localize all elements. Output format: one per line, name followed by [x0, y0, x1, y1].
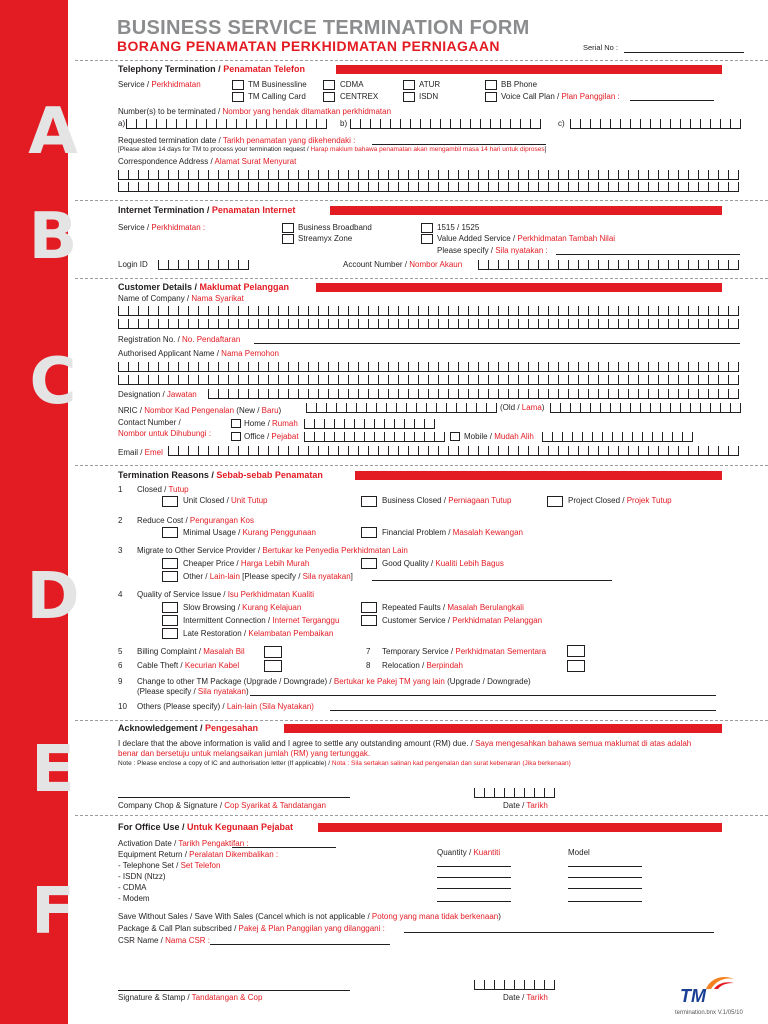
tm-calling-card-checkbox[interactable]	[232, 92, 244, 102]
others-field[interactable]	[330, 710, 716, 711]
tm-logo	[676, 975, 738, 1005]
section-bar	[355, 471, 722, 480]
designation-label: Designation / Jawatan	[118, 390, 197, 399]
date-label: Date / Tarikh	[503, 993, 548, 1002]
section-d-heading: Termination Reasons / Sebab-sebab Penamatan	[118, 470, 323, 480]
activation-date-field[interactable]	[232, 847, 336, 848]
reason-specify-label: (Please specify / Sila nyatakan)	[137, 687, 249, 696]
business-broadband-checkbox[interactable]	[282, 223, 294, 233]
package-label: Package & Call Plan subscribed / Pakej & Plan Panggilan yang dilanggani :	[118, 924, 385, 933]
chop-label: Company Chop & Signature / Cop Syarikat & Tandatangan	[118, 801, 326, 810]
financial-problem-checkbox[interactable]	[361, 527, 377, 538]
form-code: termination.bnx V.1/05/10	[675, 1010, 743, 1016]
option-label: Streamyx Zone	[298, 234, 353, 243]
model-field[interactable]	[568, 866, 642, 867]
number-b-label: b)	[340, 119, 348, 128]
package-change-field[interactable]	[250, 695, 716, 696]
csr-label: CSR Name / Nama CSR :	[118, 936, 211, 945]
reason-number: 6	[118, 661, 123, 670]
number-b-field[interactable]	[350, 119, 541, 129]
account-number-field[interactable]	[478, 260, 739, 270]
contact-label-malay: Nombor untuk Dihubungi :	[118, 429, 211, 438]
billing-complaint-checkbox[interactable]	[264, 646, 282, 658]
reason-number: 3	[118, 546, 123, 555]
option-label: TM Calling Card	[248, 92, 306, 101]
option-label: Other / Lain-lain [Please specify / Sila nyatakan]	[183, 572, 353, 581]
company-label: Name of Company / Nama Syarikat	[118, 294, 244, 303]
model-field[interactable]	[568, 877, 642, 878]
option-label: CDMA	[340, 80, 364, 89]
reason-label: Others (Please specify) / Lain-lain (Sila Nyatakan)	[137, 702, 314, 711]
model-field[interactable]	[568, 888, 642, 889]
mobile-phone-field[interactable]	[542, 432, 693, 442]
login-id-field[interactable]	[158, 260, 249, 270]
reason-label: Migrate to Other Service Provider / Bertukar ke Penyedia Perkhidmatan Lain	[137, 546, 408, 555]
option-label: Slow Browsing / Kurang Kelajuan	[183, 603, 302, 612]
designation-field[interactable]	[208, 389, 739, 399]
declaration-text-malay: benar dan bersetuju untuk melangsaikan jumlah (RM) yang tertunggak.	[118, 749, 371, 758]
option-label: Business Broadband	[298, 223, 372, 232]
intermittent-connection-checkbox[interactable]	[162, 615, 178, 626]
centrex-checkbox[interactable]	[323, 92, 335, 102]
section-e-heading: Acknowledgement / Pengesahan	[118, 723, 259, 733]
form-title-malay: BORANG PENAMATAN PERKHIDMATAN PERNIAGAAN	[117, 38, 500, 54]
section-letter-b: B	[28, 200, 78, 274]
reason-label: Relocation / Berpindah	[382, 661, 463, 670]
quantity-field[interactable]	[437, 866, 511, 867]
account-label: Account Number / Nombor Akaun	[343, 260, 463, 269]
divider	[68, 815, 74, 816]
quantity-header: Quantity / Kuantiti	[437, 848, 501, 857]
reason-number: 1	[118, 485, 123, 494]
office-phone-field[interactable]	[304, 432, 445, 442]
reason-number: 7	[366, 647, 371, 656]
divider	[68, 465, 74, 466]
option-label: Repeated Faults / Masalah Berulangkali	[382, 603, 524, 612]
reason-number: 2	[118, 516, 123, 525]
correspondence-label: Correspondence Address / Alamat Surat Menyurat	[118, 157, 297, 166]
late-restoration-checkbox[interactable]	[162, 628, 178, 639]
isdn-checkbox[interactable]	[403, 92, 415, 102]
activation-label: Activation Date / Tarikh Pengaktifan :	[118, 839, 249, 848]
office-label: Office / Pejabat	[244, 432, 299, 441]
applicant-name-field-2[interactable]	[118, 375, 739, 385]
option-label: Customer Service / Perkhidmatan Pelanggan	[382, 616, 543, 625]
cable-theft-checkbox[interactable]	[264, 660, 282, 672]
processing-note: [Please allow 14 days for TM to process your termination request / Harap maklum bahawa penamatan akan mengambil masa 14 hari untuk diproses]	[118, 146, 547, 153]
address-field-1[interactable]	[118, 170, 739, 180]
option-label: BB Phone	[501, 80, 538, 89]
repeated-faults-checkbox[interactable]	[361, 602, 377, 613]
address-field-2[interactable]	[118, 182, 739, 192]
quantity-field[interactable]	[437, 888, 511, 889]
option-label: Unit Closed / Unit Tutup	[183, 496, 268, 505]
save-sales-label: Save Without Sales / Save With Sales (Cancel which is not applicable / Potong yang mana tidak berkenaan)	[118, 912, 501, 921]
atur-checkbox[interactable]	[403, 80, 415, 90]
voice-call-plan-checkbox[interactable]	[485, 92, 497, 102]
package-field[interactable]	[404, 932, 714, 933]
voice-plan-field[interactable]	[630, 100, 714, 101]
number-a-field[interactable]	[126, 119, 327, 129]
vas-specify-field[interactable]	[556, 254, 740, 255]
reason-number: 5	[118, 647, 123, 656]
serial-field[interactable]	[624, 52, 744, 53]
number-c-label: c)	[558, 119, 565, 128]
login-label: Login ID	[118, 260, 148, 269]
divider	[75, 720, 768, 721]
requested-date-label: Requested termination date / Tarikh penamatan yang dikehendaki :	[118, 136, 356, 145]
registration-label: Registration No. / No. Pendaftaran	[118, 335, 241, 344]
section-bar	[336, 65, 722, 74]
project-closed-checkbox[interactable]	[547, 496, 563, 507]
nric-label: NRIC / Nombor Kad Pengenalan (New / Baru)	[118, 406, 282, 415]
numbers-label: Number(s) to be terminated / Nombor yang hendak ditamatkan perkhidmatan	[118, 107, 392, 116]
1515-checkbox[interactable]	[421, 223, 433, 233]
quantity-field[interactable]	[437, 901, 511, 902]
nric-old-label: (Old / Lama)	[500, 403, 545, 412]
home-label: Home / Rumah	[244, 419, 298, 428]
cheaper-price-checkbox[interactable]	[162, 558, 178, 569]
slow-browsing-checkbox[interactable]	[162, 602, 178, 613]
divider	[68, 278, 74, 279]
service-label: Service / Perkhidmatan	[118, 80, 201, 89]
signature-label: Signature & Stamp / Tandatangan & Cop	[118, 993, 263, 1002]
reason-label: Cable Theft / Kecurian Kabel	[137, 661, 240, 670]
reason-number: 9	[118, 677, 123, 686]
divider	[75, 60, 768, 61]
divider	[75, 465, 768, 466]
option-label: ISDN	[419, 92, 439, 101]
isdn-label: - ISDN (Ntzz)	[118, 872, 166, 881]
nric-old-field[interactable]	[550, 403, 741, 413]
telephone-set-label: - Telephone Set / Set Telefon	[118, 861, 221, 870]
section-letter-e: E	[31, 733, 75, 807]
csr-name-field[interactable]	[210, 944, 390, 945]
company-signature-field[interactable]	[118, 797, 350, 798]
temporary-service-checkbox[interactable]	[567, 645, 585, 657]
cdma-label: - CDMA	[118, 883, 147, 892]
divider	[75, 278, 768, 279]
unit-closed-checkbox[interactable]	[162, 496, 178, 507]
minimal-usage-checkbox[interactable]	[162, 527, 178, 538]
date-label: Date / Tarikh	[503, 801, 548, 810]
option-label: Voice Call Plan / Plan Panggilan :	[501, 92, 620, 101]
business-closed-checkbox[interactable]	[361, 496, 377, 507]
equipment-label: Equipment Return / Peralatan Dikembalikan :	[118, 850, 279, 859]
model-header: Model	[568, 848, 590, 857]
divider	[68, 720, 74, 721]
email-field[interactable]	[168, 446, 739, 456]
company-name-field-1[interactable]	[118, 306, 739, 316]
option-label: Good Quality / Kualiti Lebih Bagus	[382, 559, 504, 568]
reason-label: Closed / Tutup	[137, 485, 189, 494]
section-c-heading: Customer Details / Maklumat Pelanggan	[118, 282, 290, 292]
bb-phone-checkbox[interactable]	[485, 80, 497, 90]
mobile-checkbox[interactable]	[450, 432, 460, 441]
option-label: Financial Problem / Masalah Kewangan	[382, 528, 523, 537]
section-bar	[330, 206, 722, 215]
section-bar	[284, 724, 722, 733]
value-added-service-checkbox[interactable]	[421, 234, 433, 244]
option-label: Business Closed / Perniagaan Tutup	[382, 496, 512, 505]
option-label: 1515 / 1525	[437, 223, 480, 232]
enclosure-note: Note : Please enclose a copy of IC and authorisation letter (If applicable) / Nota : Sila sertakan salinan kad pengenalan dan surat kebenaran (Jika berkenaan)	[118, 760, 571, 767]
office-signature-field[interactable]	[118, 990, 350, 991]
email-label: Email / Emel	[118, 448, 163, 457]
number-a-label: a)	[118, 119, 126, 128]
relocation-checkbox[interactable]	[567, 660, 585, 672]
registration-field[interactable]	[254, 343, 740, 344]
service-label: Service / Perkhidmatan :	[118, 223, 206, 232]
home-phone-field[interactable]	[304, 419, 435, 429]
reason-label: Temporary Service / Perkhidmatan Sementara	[382, 647, 547, 656]
form-title: BUSINESS SERVICE TERMINATION FORM	[117, 17, 530, 39]
good-quality-checkbox[interactable]	[361, 558, 377, 569]
reason-number: 4	[118, 590, 123, 599]
option-label: Intermittent Connection / Internet Terganggu	[183, 616, 340, 625]
other-provider-checkbox[interactable]	[162, 571, 178, 582]
divider	[75, 815, 768, 816]
reason-number: 10	[118, 702, 127, 711]
customer-service-checkbox[interactable]	[361, 615, 377, 626]
section-letter-f: F	[31, 875, 75, 949]
section-bar	[318, 823, 722, 832]
office-date-field[interactable]	[474, 980, 555, 990]
reason-number: 8	[366, 661, 371, 670]
office-checkbox[interactable]	[231, 432, 241, 441]
cdma-checkbox[interactable]	[323, 80, 335, 90]
divider	[75, 200, 768, 201]
applicant-name-field-1[interactable]	[118, 362, 739, 372]
section-letter-d: D	[26, 560, 80, 634]
serial-label: Serial No :	[583, 43, 619, 52]
option-label: ATUR	[419, 80, 441, 89]
company-name-field-2[interactable]	[118, 319, 739, 329]
declaration-text: I declare that the above information is valid and I agree to settle any outstanding amount (RM) due. / Saya mengesahkan bahawa semua maklumat di atas adalah	[118, 739, 692, 748]
acknowledgement-date-field[interactable]	[474, 788, 555, 798]
other-provider-field[interactable]	[372, 580, 612, 581]
home-checkbox[interactable]	[231, 419, 241, 428]
number-c-field[interactable]	[570, 119, 741, 129]
option-label: TM Businessline	[248, 80, 307, 89]
option-label: Cheaper Price / Harga Lebih Murah	[183, 559, 310, 568]
option-label: Project Closed / Projek Tutup	[568, 496, 672, 505]
section-letter-a: A	[28, 95, 78, 169]
contact-label: Contact Number /	[118, 418, 181, 427]
applicant-label: Authorised Applicant Name / Nama Pemohon	[118, 349, 279, 358]
option-label: CENTREX	[340, 92, 379, 101]
nric-new-field[interactable]	[306, 403, 497, 413]
model-field[interactable]	[568, 901, 642, 902]
mobile-label: Mobile / Mudah Alih	[464, 432, 534, 441]
section-a-heading: Telephony Termination / Penamatan Telefon	[118, 64, 306, 74]
reason-label: Quality of Service Issue / Isu Perkhidmatan Kualiti	[137, 590, 314, 599]
option-label: Late Restoration / Kelambatan Pembaikan	[183, 629, 334, 638]
reason-label: Reduce Cost / Pengurangan Kos	[137, 516, 254, 525]
section-b-heading: Internet Termination / Penamatan Internet	[118, 205, 296, 215]
tm-logo-text: TM	[680, 986, 706, 1005]
streamyx-zone-checkbox[interactable]	[282, 234, 294, 244]
divider	[68, 60, 74, 61]
option-label: Value Added Service / Perkhidmatan Tambah Nilai	[437, 234, 616, 243]
option-label: Minimal Usage / Kurang Penggunaan	[183, 528, 316, 537]
reason-label: Change to other TM Package (Upgrade / Downgrade) / Bertukar ke Pakej TM yang lain (Upgrade / Downgrade)	[137, 677, 531, 686]
reason-label: Billing Complaint / Masalah Bil	[137, 647, 245, 656]
specify-label: Please specify / Sila nyatakan :	[437, 246, 548, 255]
quantity-field[interactable]	[437, 877, 511, 878]
modem-label: - Modem	[118, 894, 150, 903]
section-bar	[316, 283, 722, 292]
section-f-heading: For Office Use / Untuk Kegunaan Pejabat	[118, 822, 294, 832]
tm-businessline-checkbox[interactable]	[232, 80, 244, 90]
section-letter-c: C	[29, 345, 77, 419]
